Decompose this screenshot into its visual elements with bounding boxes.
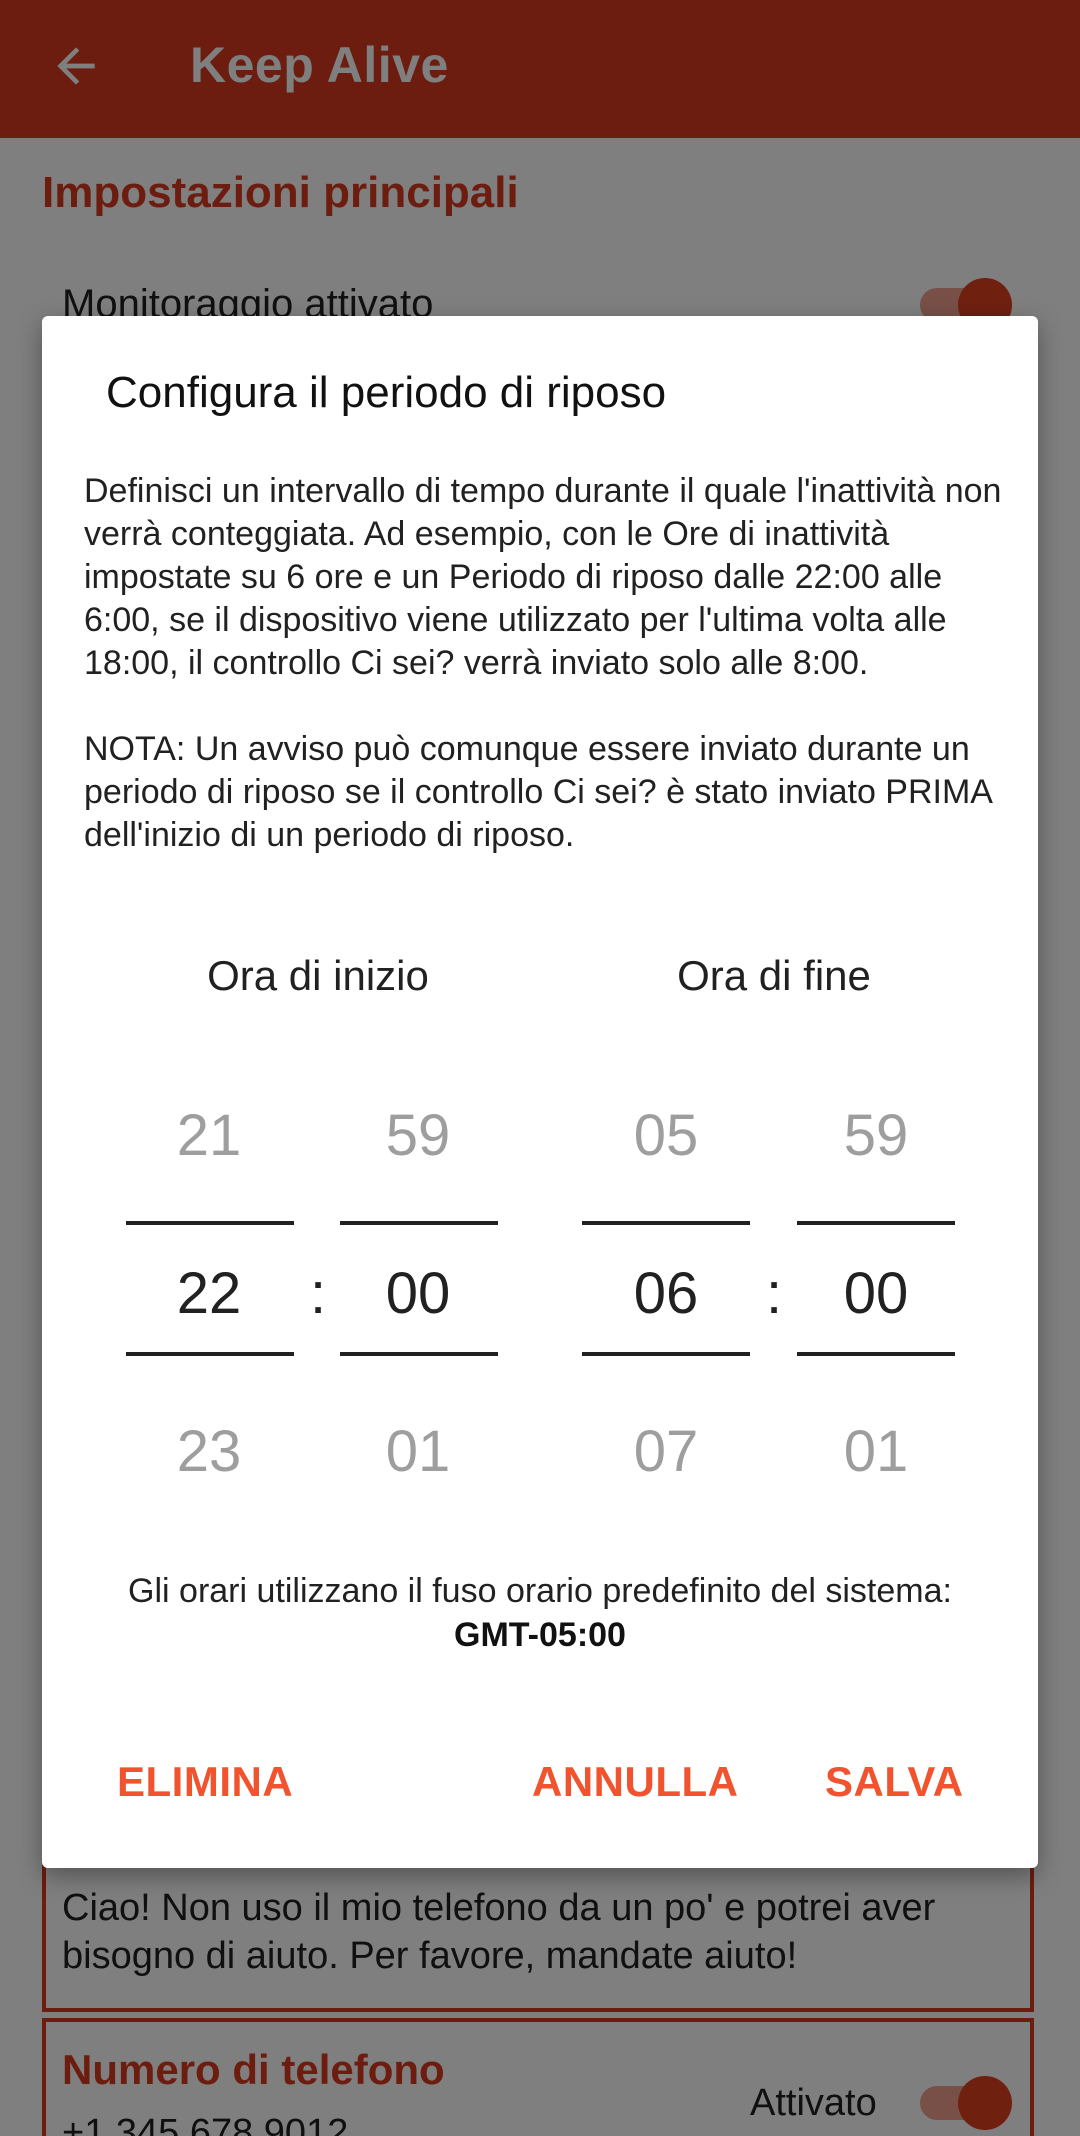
rest-period-dialog — [42, 316, 1038, 1868]
start-hour-next[interactable]: 23 — [176, 1419, 242, 1484]
dialog-note: NOTA: Un avviso può comunque essere inviato durante un periodo di riposo se il controllo Ci sei? è stato inviato PRIMA dell'inizio di un periodo di riposo. — [84, 730, 992, 854]
start-minute-value[interactable]: 00 — [385, 1261, 451, 1326]
end-minute-divider-top — [797, 1221, 955, 1225]
dialog-title: Configura il periodo di riposo — [106, 368, 667, 417]
start-time-label: Ora di inizio — [207, 952, 429, 999]
end-time-label: Ora di fine — [677, 952, 871, 999]
start-hour-divider-bottom — [126, 1352, 294, 1356]
timezone-text: Gli orari utilizzano il fuso orario predefinito del sistema: — [128, 1572, 952, 1610]
timezone-value: GMT-05:00 — [454, 1616, 626, 1654]
start-hour-divider-top — [126, 1221, 294, 1225]
end-time-separator: : — [766, 1261, 783, 1326]
start-time-separator: : — [310, 1261, 327, 1326]
dialog-body — [84, 470, 1014, 857]
start-minute-prev[interactable]: 59 — [385, 1103, 451, 1168]
end-minute-prev[interactable]: 59 — [843, 1103, 909, 1168]
end-minute-next[interactable]: 01 — [843, 1419, 909, 1484]
start-minute-next[interactable]: 01 — [385, 1419, 451, 1484]
end-minute-divider-bottom — [797, 1352, 955, 1356]
start-minute-divider-bottom — [340, 1352, 498, 1356]
dialog-description: Definisci un intervallo di tempo durante il quale l'inattività non verrà conteggiata. Ad esempio, con le Ore di inattività impostate su 6 ore e un Periodo di riposo dalle 22:00 alle 6:00, se il dispositivo viene utilizzato per l'ultima volta alle 18:00, il controllo Ci sei? verrà inviato solo alle 8:00. — [84, 472, 1002, 682]
delete-button[interactable]: ELIMINA — [117, 1758, 294, 1805]
start-hour-prev[interactable]: 21 — [176, 1103, 242, 1168]
start-hour-value[interactable]: 22 — [176, 1261, 242, 1326]
end-hour-divider-top — [582, 1221, 750, 1225]
cancel-button[interactable]: ANNULLA — [532, 1758, 739, 1805]
save-button[interactable]: SALVA — [825, 1758, 964, 1805]
end-hour-next[interactable]: 07 — [633, 1419, 699, 1484]
end-minute-value[interactable]: 00 — [843, 1261, 909, 1326]
end-hour-value[interactable]: 06 — [633, 1261, 699, 1326]
end-hour-prev[interactable]: 05 — [633, 1103, 699, 1168]
start-minute-divider-top — [340, 1221, 498, 1225]
end-hour-divider-bottom — [582, 1352, 750, 1356]
